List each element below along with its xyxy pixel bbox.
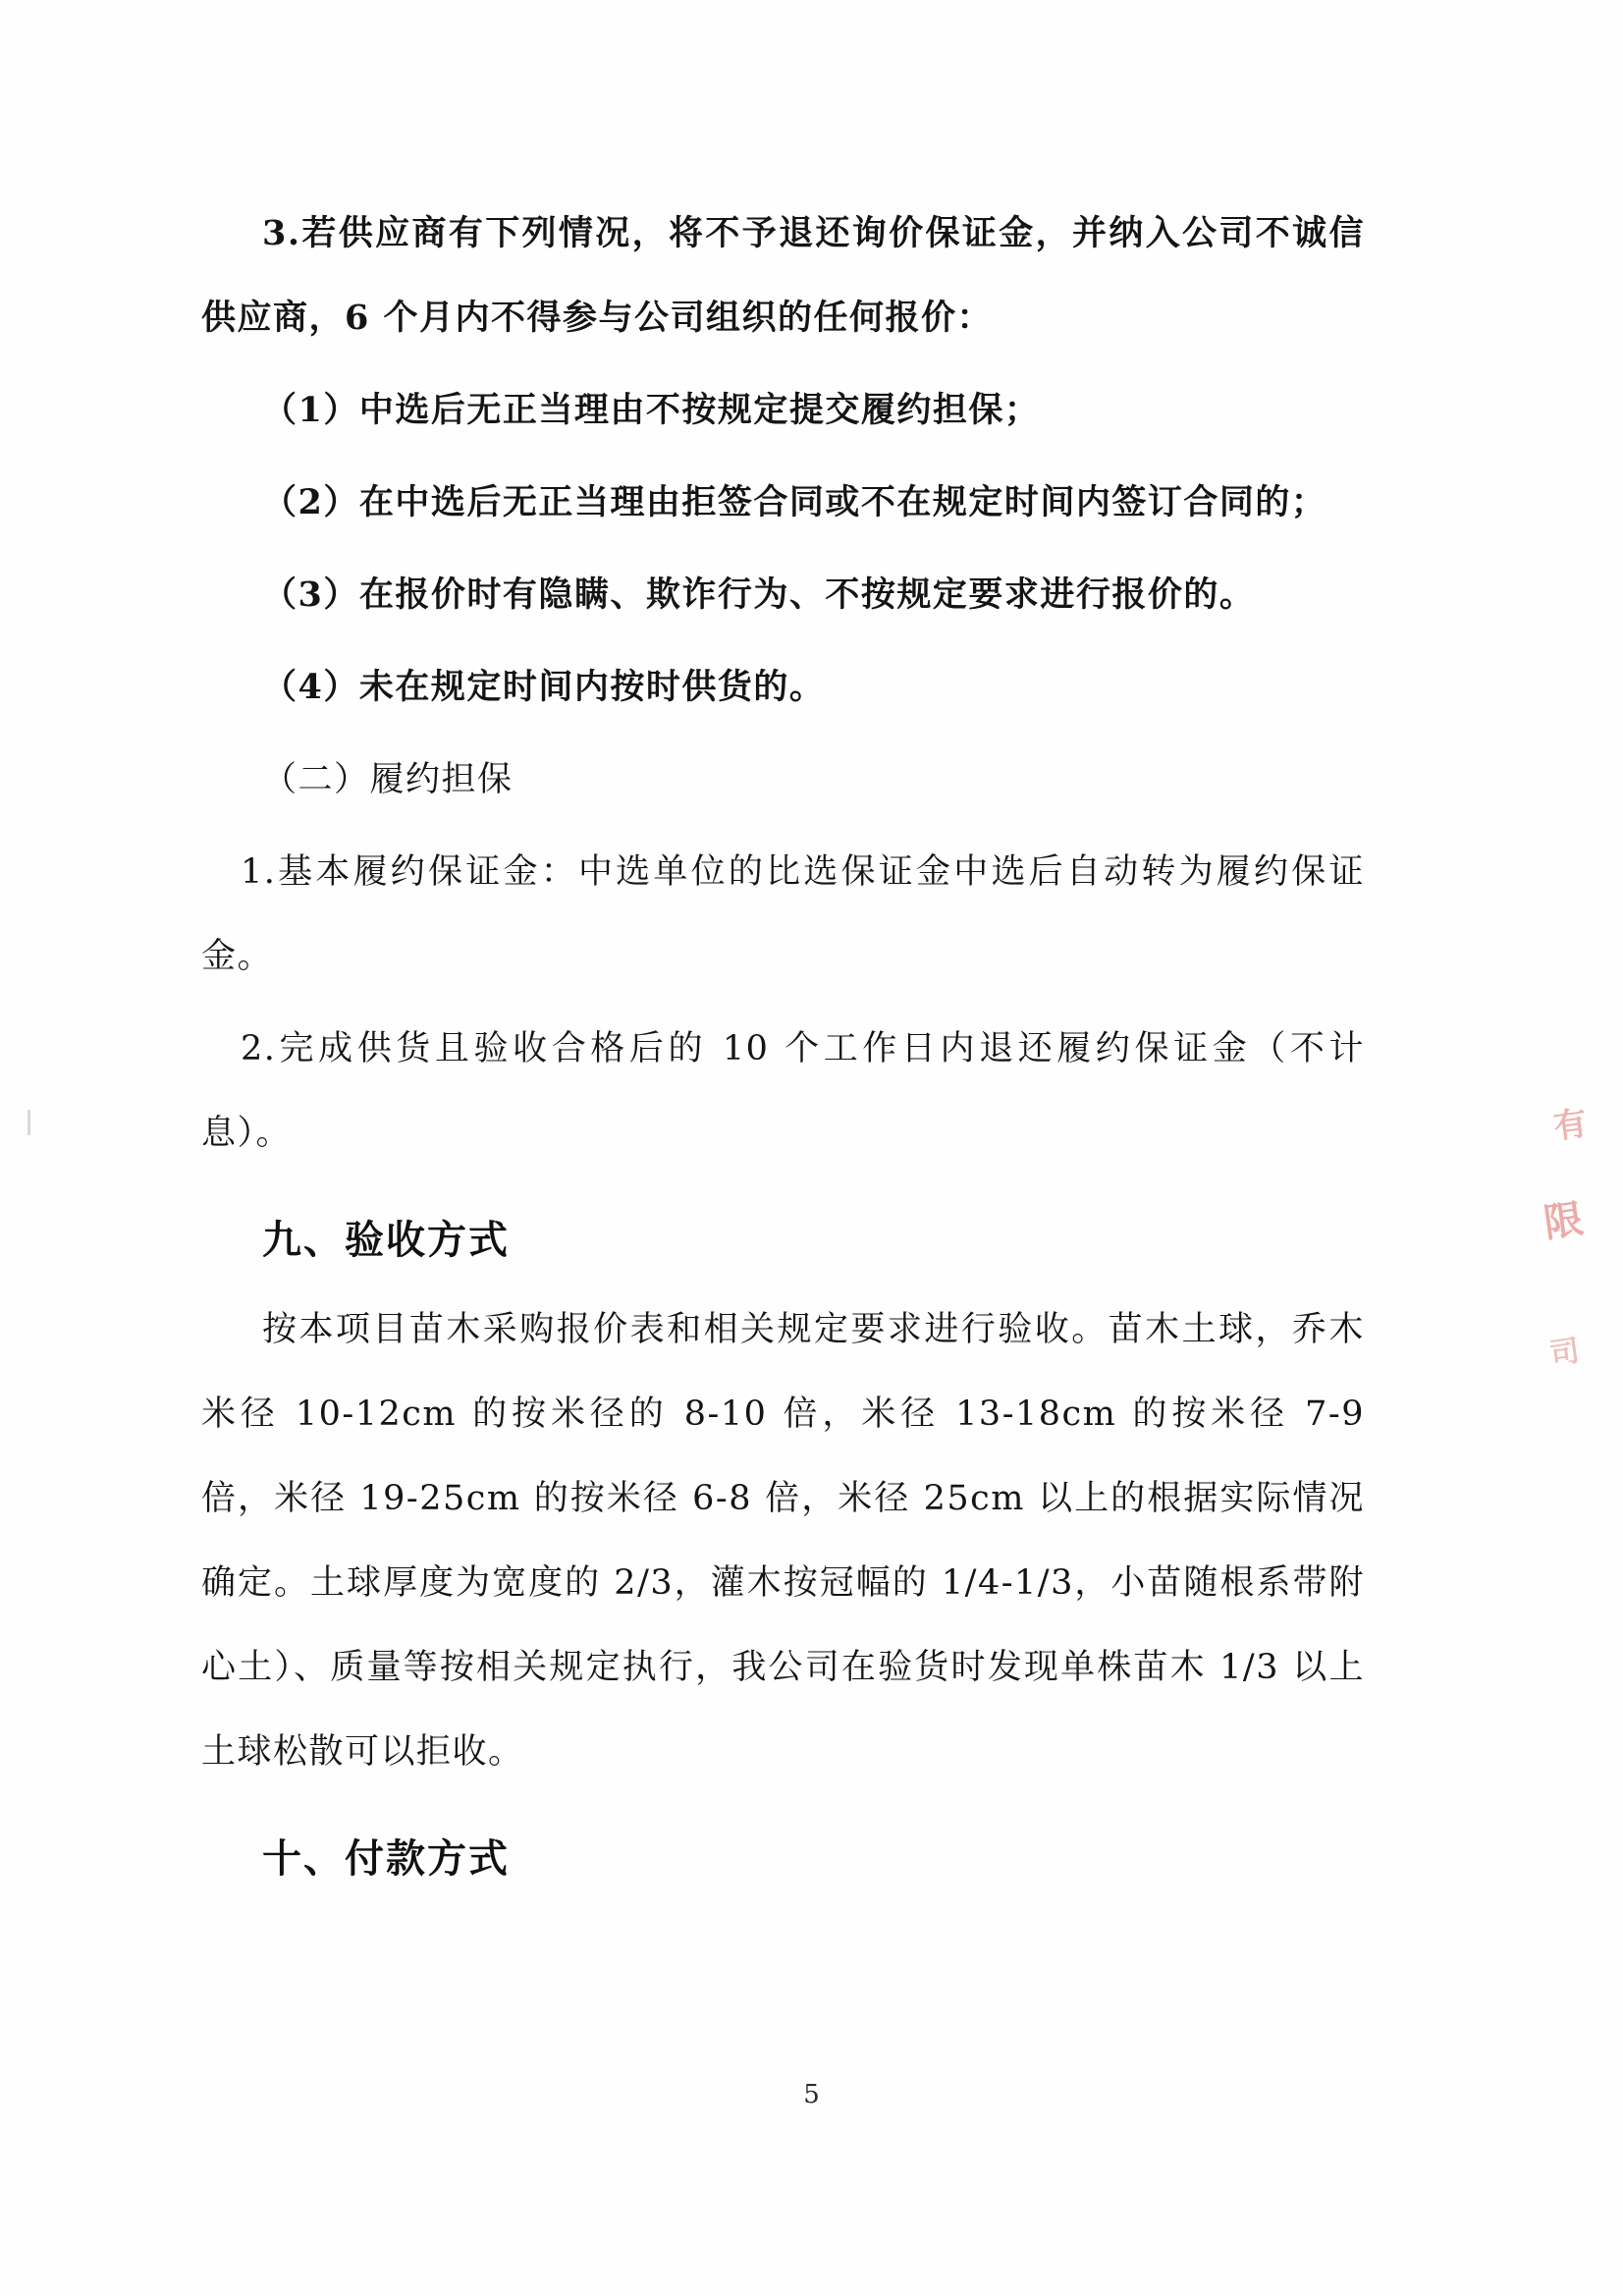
page-body (201, 191, 1365, 1906)
paragraph-item-3-3: （3）在报价时有隐瞒、欺诈行为、不按规定要求进行报价的。 (262, 574, 1256, 615)
seal-fragment-icon: 司 (1547, 1334, 1582, 1372)
paragraph-item-3-2: （2）在中选后无正当理由拒签合同或不在规定时间内签订合同的； (262, 482, 1327, 522)
paragraph-item-3-4: （4）未在规定时间内按时供货的。 (262, 667, 826, 707)
paragraph-item-3-1: （1）中选后无正当理由不按规定提交履约担保； (262, 390, 1041, 430)
spacer (201, 453, 1365, 461)
spacer (201, 637, 1365, 645)
heading-nine: 九、验收方式 (262, 1217, 510, 1263)
heading-ten: 十、付款方式 (262, 1835, 510, 1882)
paragraph-item-3: 3.若供应商有下列情况，将不予退还询价保证金，并纳入公司不诚信供应商，6 个月内不得参与公司组织的任何报价： (201, 213, 1365, 338)
paragraph-nine-body: 按本项目苗木采购报价表和相关规定要求进行验收。苗木土球，乔木米径 10-12cm 的按米径的 8-10 倍，米径 13-18cm 的按米径 7-9 倍，米径 19-25cm 的按米径 6-8 倍，米径 25cm 以上的根据实际情况确定。土球厚度为宽度的 2/3，灌木按冠幅的 1/4-1/3，小苗随根系带附心土）、质量等按相关规定执行，我公司在验货时发现单株苗木 1/3 以上土球松散可以拒收。 (201, 1310, 1365, 1772)
seal-fragment-icon: 限 (1541, 1195, 1587, 1247)
paragraph-item-1: 1.基本履约保证金：中选单位的比选保证金中选后自动转为履约保证金。 (201, 852, 1365, 976)
spacer (201, 1175, 1365, 1193)
spacer (201, 999, 1365, 1007)
spacer (201, 545, 1365, 553)
spacer (201, 730, 1365, 738)
page-number: 5 (803, 2080, 820, 2109)
spacer (201, 1794, 1365, 1812)
paragraph-section-two: （二）履约担保 (262, 760, 514, 799)
spacer (201, 360, 1365, 368)
seal-fragment-icon: 有 (1550, 1103, 1591, 1148)
spacer (201, 822, 1365, 830)
paragraph-item-2: 2.完成供货且验收合格后的 10 个工作日内退还履约保证金（不计息）。 (201, 1029, 1365, 1153)
page-edge-mark (27, 1110, 30, 1135)
